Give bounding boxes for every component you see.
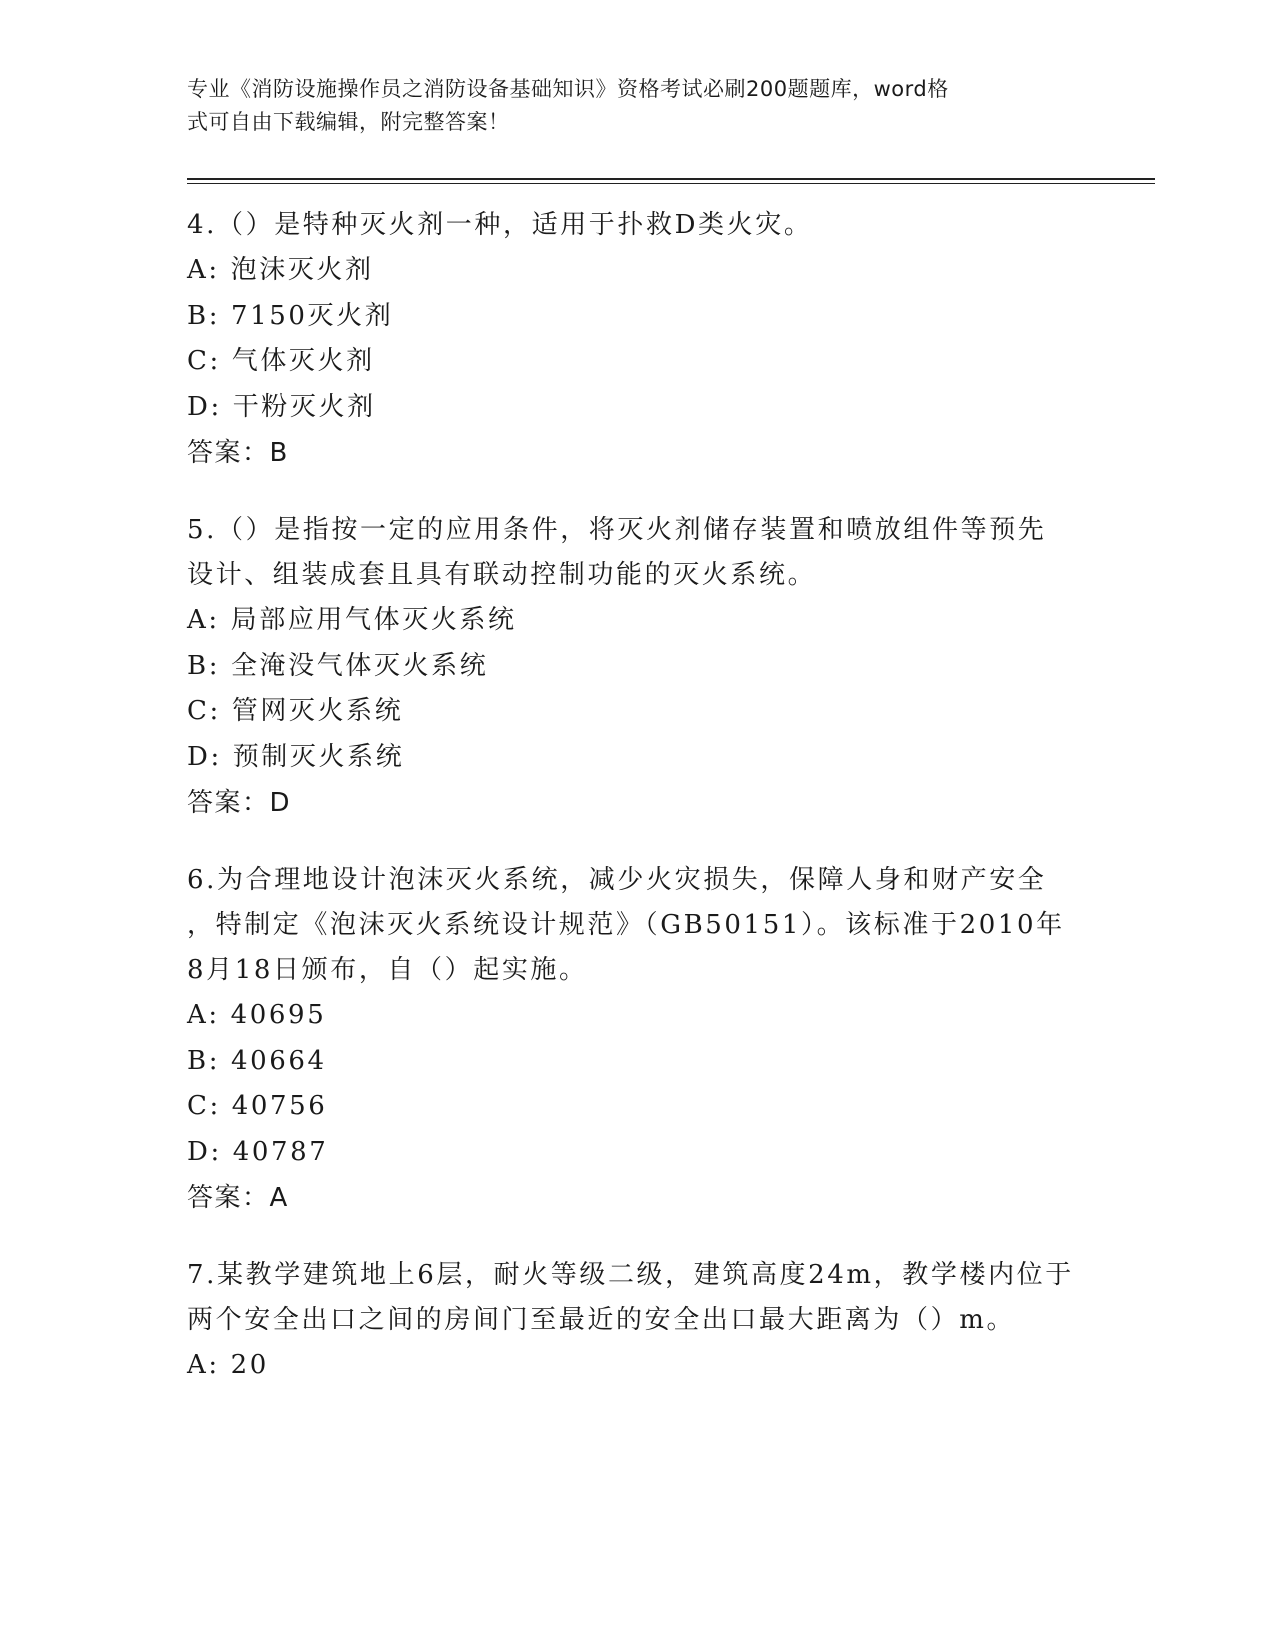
answer-option <box>187 993 1087 1039</box>
answer-option <box>187 1084 1087 1130</box>
option-letter: C: <box>187 346 221 376</box>
question-stem-line: 8月18日颁布，自（）起实施。 <box>187 955 588 985</box>
option-letter: A: <box>187 1350 220 1380</box>
answer-option <box>187 644 1087 690</box>
question-stem-line: ，特制定《泡沫灭火系统设计规范》（GB50151）。该标准于2010年 <box>187 910 1065 940</box>
option-text: 40756 <box>231 1091 328 1121</box>
answer-key: 答案：B <box>187 438 289 468</box>
answer-key: 答案：D <box>187 788 292 818</box>
option-letter: C: <box>187 1091 221 1121</box>
answer-option <box>187 1039 1087 1085</box>
header-title-line-1: 专业《消防设施操作员之消防设备基础知识》资格考试必刷200题题库，word格 <box>187 77 949 101</box>
answer-option <box>187 1130 1087 1176</box>
option-text: 全淹没气体灭火系统 <box>230 650 489 681</box>
option-letter: B: <box>187 300 221 331</box>
option-letter: D: <box>187 1136 222 1167</box>
question-stem-line: 7.某教学建筑地上6层，耐火等级二级，建筑高度24m，教学楼内位于 <box>187 1260 1074 1290</box>
option-text: 气体灭火剂 <box>231 346 375 376</box>
header-divider-thick <box>187 178 1155 180</box>
option-letter: B: <box>187 650 221 681</box>
answer-option <box>187 248 1087 294</box>
option-letter: D: <box>187 391 222 422</box>
question-block <box>187 203 1087 476</box>
option-letter: A: <box>187 605 220 635</box>
answer-key: 答案：A <box>187 1183 289 1213</box>
option-letter: A: <box>187 255 220 285</box>
option-text: 干粉灭火剂 <box>232 391 376 422</box>
answer-option <box>187 385 1087 431</box>
answer-option <box>187 1343 1087 1389</box>
option-text: 7150灭火剂 <box>230 300 394 331</box>
header-divider-thin <box>187 183 1155 184</box>
option-text: 管网灭火系统 <box>231 696 404 726</box>
option-letter: D: <box>187 741 222 772</box>
option-text: 40695 <box>230 1000 327 1030</box>
answer-option <box>187 339 1087 385</box>
document-header <box>187 73 1067 139</box>
answer-option <box>187 294 1087 340</box>
option-letter: C: <box>187 696 221 726</box>
option-text: 泡沫灭火剂 <box>230 255 374 285</box>
header-title-line-2: 式可自由下载编辑，附完整答案！ <box>187 110 510 134</box>
answer-option <box>187 598 1087 644</box>
question-stem-line: 两个安全出口之间的房间门至最近的安全出口最大距离为（）m。 <box>187 1305 1016 1335</box>
question-block <box>187 508 1087 826</box>
question-block <box>187 858 1087 1221</box>
option-text: 40787 <box>232 1136 329 1167</box>
option-text: 预制灭火系统 <box>232 741 405 772</box>
option-text: 40664 <box>230 1045 327 1076</box>
option-text: 局部应用气体灭火系统 <box>230 605 517 635</box>
answer-option <box>187 689 1087 735</box>
question-stem-line: 设计、组装成套且具有联动控制功能的灭火系统。 <box>187 560 817 590</box>
answer-option <box>187 735 1087 781</box>
question-stem-line: 4.（）是特种灭火剂一种，适用于扑救D类火灾。 <box>187 210 813 240</box>
option-letter: A: <box>187 1000 220 1030</box>
question-stem-line: 6.为合理地设计泡沫灭火系统，减少火灾损失，保障人身和财产安全 <box>187 865 1047 895</box>
question-block <box>187 1253 1087 1389</box>
question-stem-line: 5.（）是指按一定的应用条件，将灭火剂储存装置和喷放组件等预先 <box>187 515 1047 545</box>
option-text: 20 <box>230 1350 269 1380</box>
option-letter: B: <box>187 1045 221 1076</box>
question-list <box>187 203 1087 1421</box>
